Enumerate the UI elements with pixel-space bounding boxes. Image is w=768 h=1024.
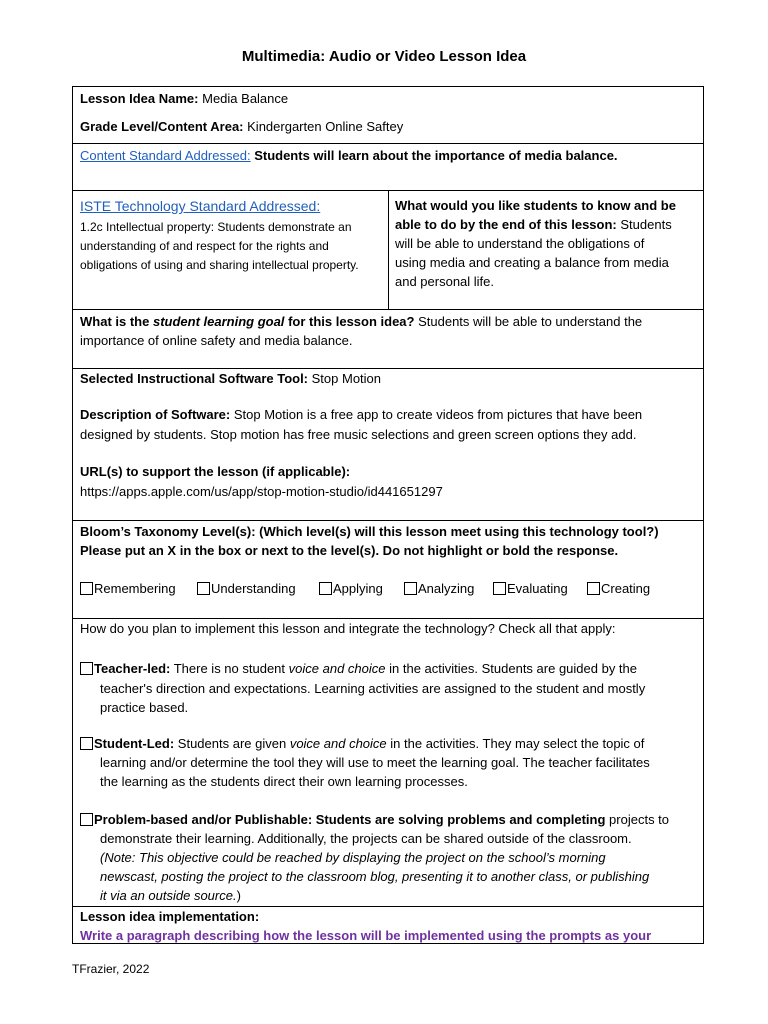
- implementation-row: [73, 619, 703, 907]
- teacher-led-line-2: teacher's direction and expectations. Learning activities are assigned to the student and mostly: [100, 681, 646, 696]
- bloom-applying[interactable]: [319, 581, 383, 596]
- student-led-line-3: the learning as the students direct their own learning processes.: [100, 774, 468, 789]
- lesson-name-line: [80, 90, 288, 108]
- grade-level-value[interactable]: Kindergarten Online Saftey: [247, 119, 404, 134]
- problem-note-close: ): [236, 888, 241, 903]
- bloom-row: [73, 521, 703, 619]
- learning-goal-row: [73, 310, 703, 369]
- creating-checkbox[interactable]: [587, 582, 600, 595]
- lesson-impl-prompt[interactable]: Write a paragraph describing how the lesson will be implemented using the prompts as your: [80, 928, 652, 943]
- grade-level-line: [80, 118, 403, 136]
- bloom-creating[interactable]: [587, 581, 650, 596]
- bloom-remembering[interactable]: [80, 581, 176, 596]
- student-led-line-2: learning and/or determine the tool they will use to meet the learning goal. The teacher facilitates: [100, 755, 650, 770]
- bloom-question-line-1: Bloom’s Taxonomy Level(s): (Which level(s) will this lesson meet using this technology tool?): [80, 524, 659, 539]
- problem-note-text: it via an outside source.: [100, 888, 237, 903]
- column-divider: [388, 191, 389, 309]
- goal-emphasis: student learning goal: [152, 314, 285, 329]
- content-standard-row: [73, 144, 703, 191]
- goal-suffix: for this lesson idea?: [288, 314, 415, 329]
- software-tool-label: Selected Instructional Software Tool:: [80, 371, 309, 386]
- remembering-checkbox[interactable]: [80, 582, 93, 595]
- problem-based-line-2: demonstrate their learning. Additionally, the projects can be shared outside of the classroom.: [100, 831, 632, 846]
- software-desc-line-1: [80, 406, 642, 424]
- know-do-line-2: [395, 216, 672, 234]
- know-do-label-end: able to do by the end of this lesson:: [395, 217, 617, 232]
- know-do-line-5[interactable]: and personal life.: [395, 274, 495, 289]
- problem-based-checkbox[interactable]: [80, 813, 93, 826]
- remembering-label: Remembering: [94, 581, 176, 596]
- software-desc-value-1[interactable]: Stop Motion is a free app to create videos from pictures that have been: [233, 407, 643, 422]
- know-do-line-4[interactable]: using media and creating a balance from media: [395, 255, 669, 270]
- bloom-analyzing[interactable]: [404, 581, 474, 596]
- problem-based-line-1: [80, 811, 669, 829]
- understanding-label: Understanding: [211, 581, 296, 596]
- teacher-led-text-b: in the activities. Students are guided by the: [389, 661, 638, 676]
- software-tool-value[interactable]: Stop Motion: [311, 371, 382, 386]
- know-do-line-1: What would you like students to know and be: [395, 198, 676, 213]
- iste-row: [73, 191, 703, 310]
- understanding-checkbox[interactable]: [197, 582, 210, 595]
- lesson-implementation-row: [73, 907, 703, 944]
- know-do-answer-start[interactable]: Students: [620, 217, 672, 232]
- teacher-led-line-1: [80, 660, 637, 678]
- student-led-line-1: [80, 735, 644, 753]
- problem-based-label: Problem-based and/or Publishable: Students are solving problems and completing: [94, 812, 606, 827]
- page-title: Multimedia: Audio or Video Lesson Idea: [241, 48, 527, 65]
- bloom-understanding[interactable]: [197, 581, 296, 596]
- lesson-info-row: [73, 87, 703, 144]
- software-desc-line-2[interactable]: designed by students. Stop motion has free music selections and green screen options they add.: [80, 427, 637, 442]
- lesson-impl-label: Lesson idea implementation:: [80, 909, 260, 924]
- goal-prefix: What is the: [80, 314, 150, 329]
- iste-line-2: understanding of and respect for the rights and: [80, 239, 329, 253]
- url-value[interactable]: https://apps.apple.com/us/app/stop-motion-studio/id441651297: [80, 484, 443, 499]
- problem-note-line-2: newscast, posting the project to the classroom blog, presenting it to another class, or publishing: [100, 869, 650, 884]
- teacher-led-label: Teacher-led:: [94, 661, 171, 676]
- software-desc-label: Description of Software:: [80, 407, 231, 422]
- learning-goal-line-1: [80, 313, 642, 331]
- iste-standard-link[interactable]: ISTE Technology Standard Addressed:: [80, 198, 321, 214]
- content-standard-line: [80, 147, 618, 165]
- analyzing-checkbox[interactable]: [404, 582, 417, 595]
- applying-label: Applying: [333, 581, 383, 596]
- teacher-led-text-a: There is no student: [173, 661, 286, 676]
- content-standard-link[interactable]: Content Standard Addressed:: [80, 148, 251, 163]
- learning-goal-line-2[interactable]: importance of online safety and media balance.: [80, 333, 353, 348]
- url-label: URL(s) to support the lesson (if applicable):: [80, 464, 351, 479]
- analyzing-label: Analyzing: [418, 581, 475, 596]
- bloom-question-line-2: Please put an X in the box or next to the level(s). Do not highlight or bold the response.: [80, 543, 619, 558]
- student-led-text-b: in the activities. They may select the topic of: [390, 736, 645, 751]
- problem-note-line-3: [100, 887, 241, 905]
- teacher-led-line-3: practice based.: [100, 700, 189, 715]
- lesson-name-label: Lesson Idea Name:: [80, 91, 199, 106]
- implement-question: How do you plan to implement this lesson and integrate the technology? Check all that apply:: [80, 621, 616, 636]
- problem-note-line-1: (Note: This objective could be reached by displaying the project on the school’s morning: [100, 850, 606, 865]
- student-led-checkbox[interactable]: [80, 737, 93, 750]
- goal-answer-start[interactable]: Students will be able to understand the: [418, 314, 643, 329]
- know-do-line-3[interactable]: will be able to understand the obligations of: [395, 236, 645, 251]
- footer-credit: TFrazier, 2022: [72, 962, 150, 976]
- lesson-name-value[interactable]: Media Balance: [202, 91, 289, 106]
- applying-checkbox[interactable]: [319, 582, 332, 595]
- teacher-led-checkbox[interactable]: [80, 662, 93, 675]
- teacher-led-emph: voice and choice: [288, 661, 386, 676]
- student-led-label: Student-Led:: [94, 736, 175, 751]
- software-row: [73, 369, 703, 521]
- student-led-text-a: Students are given: [177, 736, 287, 751]
- iste-line-1: 1.2c Intellectual property: Students demonstrate an: [80, 220, 352, 234]
- student-led-emph: voice and choice: [289, 736, 387, 751]
- content-standard-value[interactable]: Students will learn about the importance of media balance.: [254, 148, 618, 163]
- software-tool-line: [80, 370, 381, 388]
- lesson-form-table: [72, 86, 704, 944]
- problem-based-text-b: projects to: [609, 812, 670, 827]
- evaluating-checkbox[interactable]: [493, 582, 506, 595]
- bloom-evaluating[interactable]: [493, 581, 568, 596]
- creating-label: Creating: [601, 581, 651, 596]
- iste-line-3: obligations of using and sharing intellectual property.: [80, 258, 359, 272]
- grade-level-label: Grade Level/Content Area:: [80, 119, 244, 134]
- evaluating-label: Evaluating: [507, 581, 568, 596]
